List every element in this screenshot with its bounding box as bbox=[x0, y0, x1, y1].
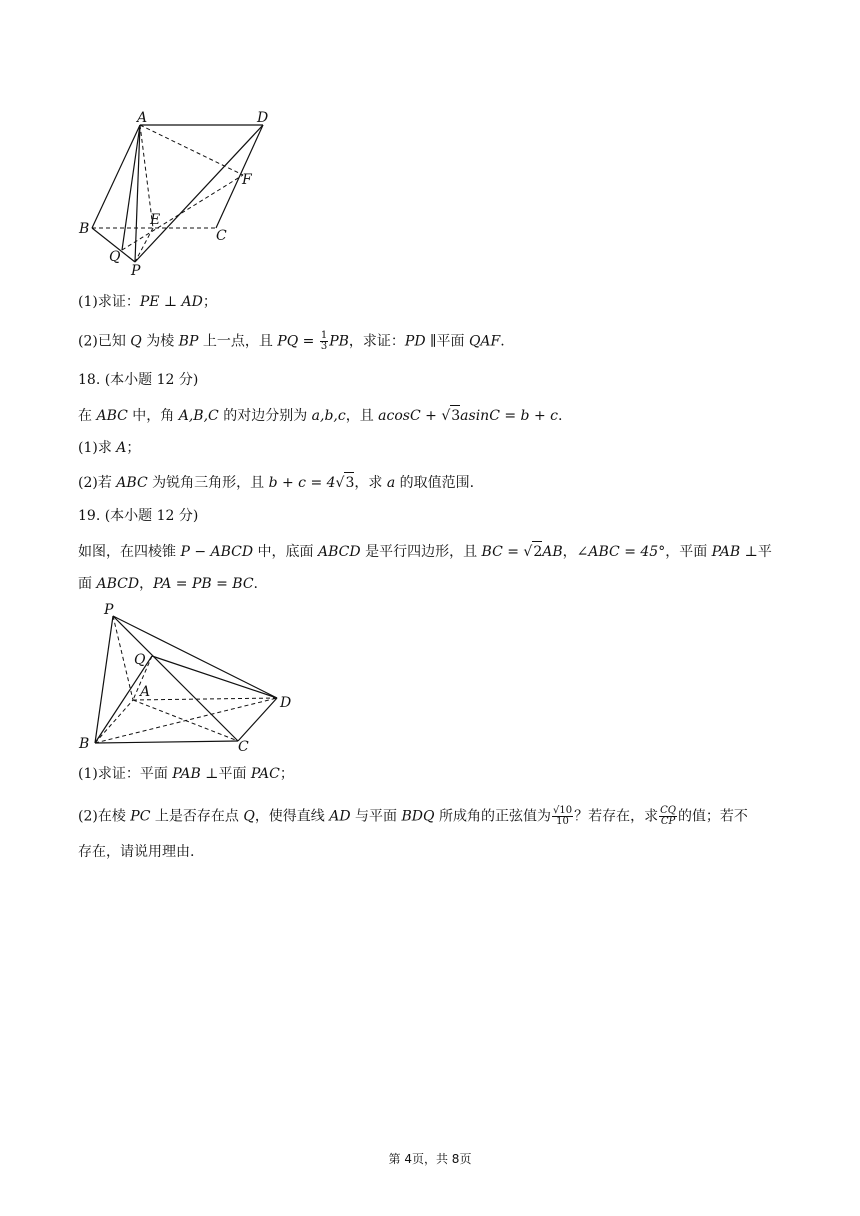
fig1-label-C: C bbox=[216, 228, 227, 244]
t: ？若存在，求 bbox=[574, 808, 659, 825]
t: 上是否存在点 bbox=[150, 808, 244, 825]
fig1-label-Q: Q bbox=[109, 249, 121, 265]
t: BC = bbox=[481, 544, 524, 560]
sqrt-3: 3 bbox=[450, 405, 460, 426]
q19-stem-line2 bbox=[78, 574, 258, 594]
frac-num: √10 bbox=[552, 805, 573, 816]
t: P − ABCD bbox=[180, 544, 254, 560]
t: 面 bbox=[78, 576, 97, 592]
frac-num: CQ bbox=[660, 805, 676, 816]
t: 的对边分别为 bbox=[218, 408, 312, 424]
fraction-cq-over-cp bbox=[659, 806, 677, 827]
figure-2-pyramid bbox=[0, 598, 320, 758]
q17-part1-end: ； bbox=[202, 294, 217, 310]
t: BDQ bbox=[401, 808, 435, 825]
t: PA = PB = BC bbox=[153, 576, 254, 592]
t: ， bbox=[562, 544, 577, 560]
t: . bbox=[253, 576, 258, 592]
q18-part1 bbox=[78, 438, 140, 458]
t: 在 bbox=[78, 408, 97, 424]
t: ∠ABC = 45° bbox=[576, 544, 666, 560]
t: 与平面 bbox=[350, 808, 402, 825]
t: ⊥平 bbox=[740, 544, 772, 560]
t: Q bbox=[243, 808, 255, 825]
t: Q bbox=[130, 333, 142, 350]
t: (1)求证：平面 bbox=[78, 766, 173, 782]
t: ，平面 bbox=[665, 544, 712, 560]
t: PQ = bbox=[277, 333, 319, 350]
fig2-label-B: B bbox=[79, 736, 90, 752]
fig1-label-A: A bbox=[137, 110, 148, 126]
q19-part2 bbox=[78, 806, 748, 827]
fraction-one-third bbox=[320, 331, 328, 352]
t: ∥平面 bbox=[425, 333, 469, 350]
q17-part1-expr: PE ⊥ AD bbox=[139, 294, 203, 310]
t: PD bbox=[404, 333, 426, 350]
q19-stem-line1: 如图，在四棱锥 P − ABCD 中，底面 ABCD 是平行四边形，且 BC = √2AB，∠ABC = 45°，平面 PAB ⊥平 bbox=[78, 541, 772, 562]
t: AB bbox=[542, 544, 563, 560]
fraction-sqrt10-over-10 bbox=[552, 806, 573, 827]
q17-part1 bbox=[78, 292, 217, 312]
fig1-label-E: E bbox=[150, 212, 161, 228]
t: ， bbox=[139, 576, 154, 592]
q18-stem: 在 ABC 中，角 A,B,C 的对边分别为 a,b,c，且 acosC + √3asinC = b + c. bbox=[78, 405, 562, 426]
figure-1-pyramid bbox=[0, 0, 860, 290]
frac-den: CP bbox=[660, 816, 676, 827]
fig2-label-C: C bbox=[238, 739, 249, 755]
t: ABC bbox=[96, 408, 128, 424]
fig2-label-P: P bbox=[104, 602, 114, 618]
t: 中，底面 bbox=[253, 544, 319, 560]
t: BP bbox=[178, 333, 199, 350]
t: ABCD bbox=[96, 576, 140, 592]
q17-part2 bbox=[78, 331, 505, 352]
t: . bbox=[557, 408, 563, 424]
t: 如图，在四棱锥 bbox=[78, 544, 181, 560]
t: PAC bbox=[250, 766, 280, 782]
t: 的取值范围. bbox=[395, 475, 475, 491]
q18-header: 18. (本小题 12 分) bbox=[78, 372, 199, 388]
t: a,b,c bbox=[311, 408, 346, 424]
sqrt-3: 3 bbox=[344, 472, 354, 493]
q19-header: 19. (本小题 12 分) bbox=[78, 508, 199, 524]
t: ，且 bbox=[345, 408, 379, 424]
fig1-label-D: D bbox=[257, 110, 269, 126]
t: acosC + bbox=[378, 408, 442, 424]
t: 的值；若不 bbox=[677, 808, 748, 825]
t: ，求 bbox=[354, 475, 387, 491]
t: PAB bbox=[172, 766, 201, 782]
frac-num: 1 bbox=[320, 330, 328, 341]
fig2-label-Q: Q bbox=[134, 652, 146, 668]
t: PC bbox=[130, 808, 151, 825]
fig1-label-F: F bbox=[242, 172, 252, 188]
t: 为锐角三角形，且 bbox=[147, 475, 269, 491]
t: (1)求 bbox=[78, 440, 117, 456]
t: 中，角 bbox=[127, 408, 179, 424]
t: ABCD bbox=[318, 544, 361, 560]
fig2-label-D: D bbox=[280, 695, 292, 711]
sqrt-2: 2 bbox=[532, 541, 542, 562]
t: a bbox=[386, 475, 396, 491]
t: ，使得直线 bbox=[254, 808, 330, 825]
t: A,B,C bbox=[178, 408, 219, 424]
t: AD bbox=[329, 808, 351, 825]
t: 是平行四边形，且 bbox=[360, 544, 482, 560]
fig1-label-B: B bbox=[79, 221, 90, 237]
t: ； bbox=[126, 440, 141, 456]
t: . bbox=[500, 333, 505, 350]
t: QAF bbox=[468, 333, 501, 350]
t: ； bbox=[279, 766, 294, 782]
t: (2)在棱 bbox=[78, 808, 131, 825]
t: PAB bbox=[711, 544, 741, 560]
q17-part1-prefix: (1)求证： bbox=[78, 294, 140, 310]
t: (2)若 bbox=[78, 475, 117, 491]
fig2-label-A: A bbox=[140, 684, 151, 700]
q19-part2-line2: 存在，请说用理由. bbox=[78, 844, 195, 860]
t: 所成角的正弦值为 bbox=[434, 808, 551, 825]
t: ABC bbox=[116, 475, 148, 491]
q19-part1 bbox=[78, 764, 294, 784]
fig1-label-P: P bbox=[131, 263, 141, 279]
t: b + c = 4 bbox=[268, 475, 336, 491]
frac-den: 10 bbox=[556, 816, 569, 827]
t: A bbox=[116, 440, 127, 456]
t: (2)已知 bbox=[78, 333, 131, 350]
t: 为棱 bbox=[141, 333, 179, 350]
t: ，求证： bbox=[348, 333, 405, 350]
frac-den: 3 bbox=[320, 341, 328, 352]
q18-part2: (2)若 ABC 为锐角三角形，且 b + c = 4√3，求 a 的取值范围. bbox=[78, 472, 474, 493]
t: 上一点，且 bbox=[198, 333, 278, 350]
t: asinC = b + c bbox=[460, 408, 558, 424]
page-footer: 第 4页，共 8页 bbox=[388, 1152, 472, 1166]
t: ⊥平面 bbox=[200, 766, 251, 782]
t: PB bbox=[329, 333, 349, 350]
